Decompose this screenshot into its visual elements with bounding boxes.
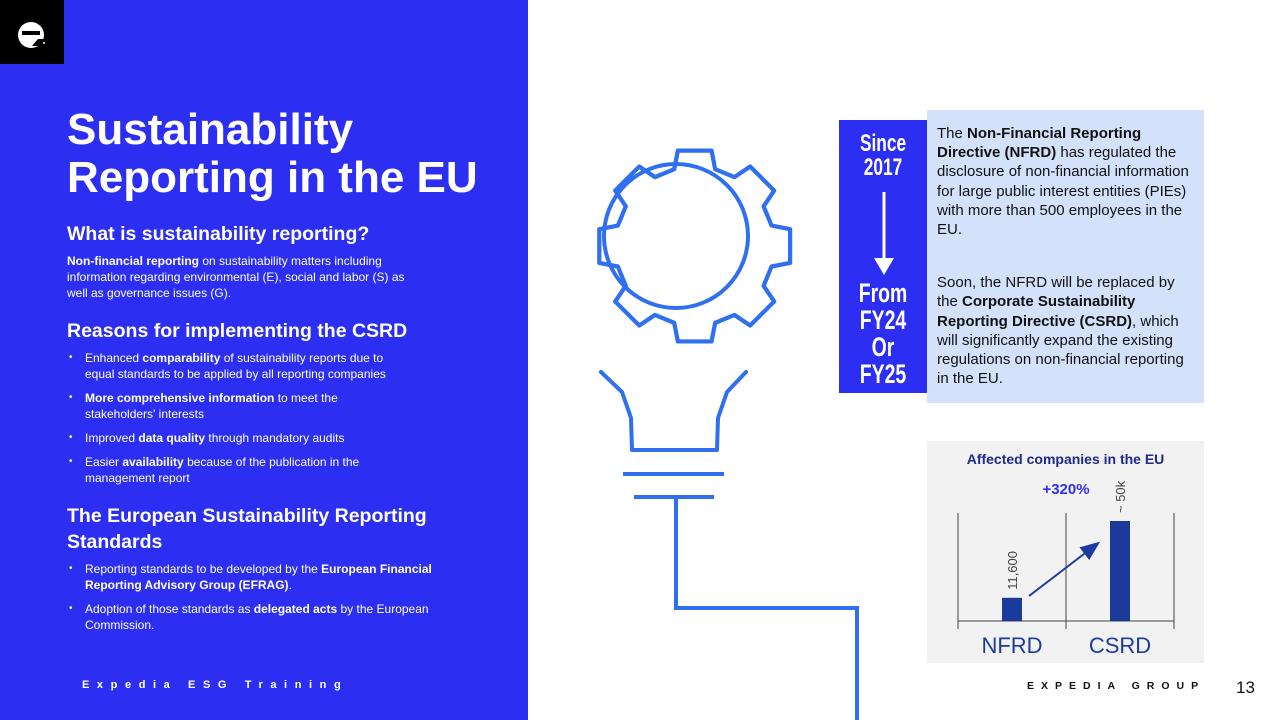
lightbulb-gear-icon: [528, 0, 880, 720]
nfrd-paragraph: The Non-Financial Reporting Directive (NFRD) has regulated the disclosure of non-financial information for large public interest entities (PIEs) with more than 500 employees in the EU.: [937, 125, 1189, 239]
section-heading-what: What is sustainability reporting?: [67, 223, 370, 245]
data-label: 11,600: [1005, 551, 1020, 590]
data-label: ~ 50k: [1113, 480, 1128, 513]
timeline-since: Since 2017: [859, 130, 907, 181]
timeline-from: From FY24 Or FY25: [858, 278, 908, 389]
directive-info-box: [927, 110, 1204, 403]
footer-brand: EXPEDIA GROUP: [1027, 680, 1206, 692]
list-item: • Enhanced comparability of sustainability reports due to equal standards to be applied by all reporting companies: [67, 350, 507, 382]
paragraph-bold: Non-financial reporting: [67, 254, 199, 268]
page-number: 13: [1236, 678, 1255, 697]
expedia-logo-icon[interactable]: [0, 0, 64, 64]
paragraph-line: well as governance issues (G).: [67, 286, 232, 300]
section-paragraph: [67, 253, 487, 301]
title-line-1: Sustainability: [67, 105, 354, 154]
csrd-paragraph: Soon, the NFRD will be replaced by the Corporate Sustainability Reporting Directive (CSRD), which will significantly expand the existing regulations on non-financial reporting in the EU.: [937, 274, 1184, 388]
category-label: CSRD: [1088, 633, 1152, 658]
timeline-bar: [839, 120, 927, 393]
page-title: [67, 106, 517, 202]
section-heading-standards: The European Sustainability Reporting Standards: [67, 505, 427, 553]
footer-training-label: Expedia ESG Training: [82, 679, 349, 691]
reasons-list: [67, 350, 507, 494]
left-panel: [0, 0, 528, 720]
list-item: • Improved data quality through mandatory audits: [67, 430, 507, 446]
list-item: • More comprehensive information to meet the stakeholders' interests: [67, 390, 507, 422]
affected-companies-chart: [927, 441, 1204, 663]
growth-annotation: +320%: [1042, 481, 1090, 498]
paragraph-text: on sustainability matters including: [199, 254, 382, 268]
category-label: NFRD: [981, 633, 1043, 658]
list-item: • Reporting standards to be developed by the European Financial Reporting Advisory Group (EFRAG).: [67, 561, 507, 593]
paragraph-line: information regarding environmental (E), social and labor (S) as: [67, 270, 405, 284]
chart-title: Affected companies in the EU: [966, 451, 1165, 467]
list-item: • Easier availability because of the publication in the management report: [67, 454, 507, 486]
list-item: • Adoption of those standards as delegated acts by the European Commission.: [67, 601, 507, 633]
bar-csrd: [1110, 521, 1130, 621]
chart-canvas: [927, 441, 1204, 663]
bar-nfrd: [1002, 598, 1022, 621]
standards-list: [67, 561, 507, 641]
title-line-2: Reporting in the EU: [67, 153, 478, 202]
section-heading-reasons: Reasons for implementing the CSRD: [67, 320, 408, 342]
growth-arrow: [1029, 544, 1097, 596]
